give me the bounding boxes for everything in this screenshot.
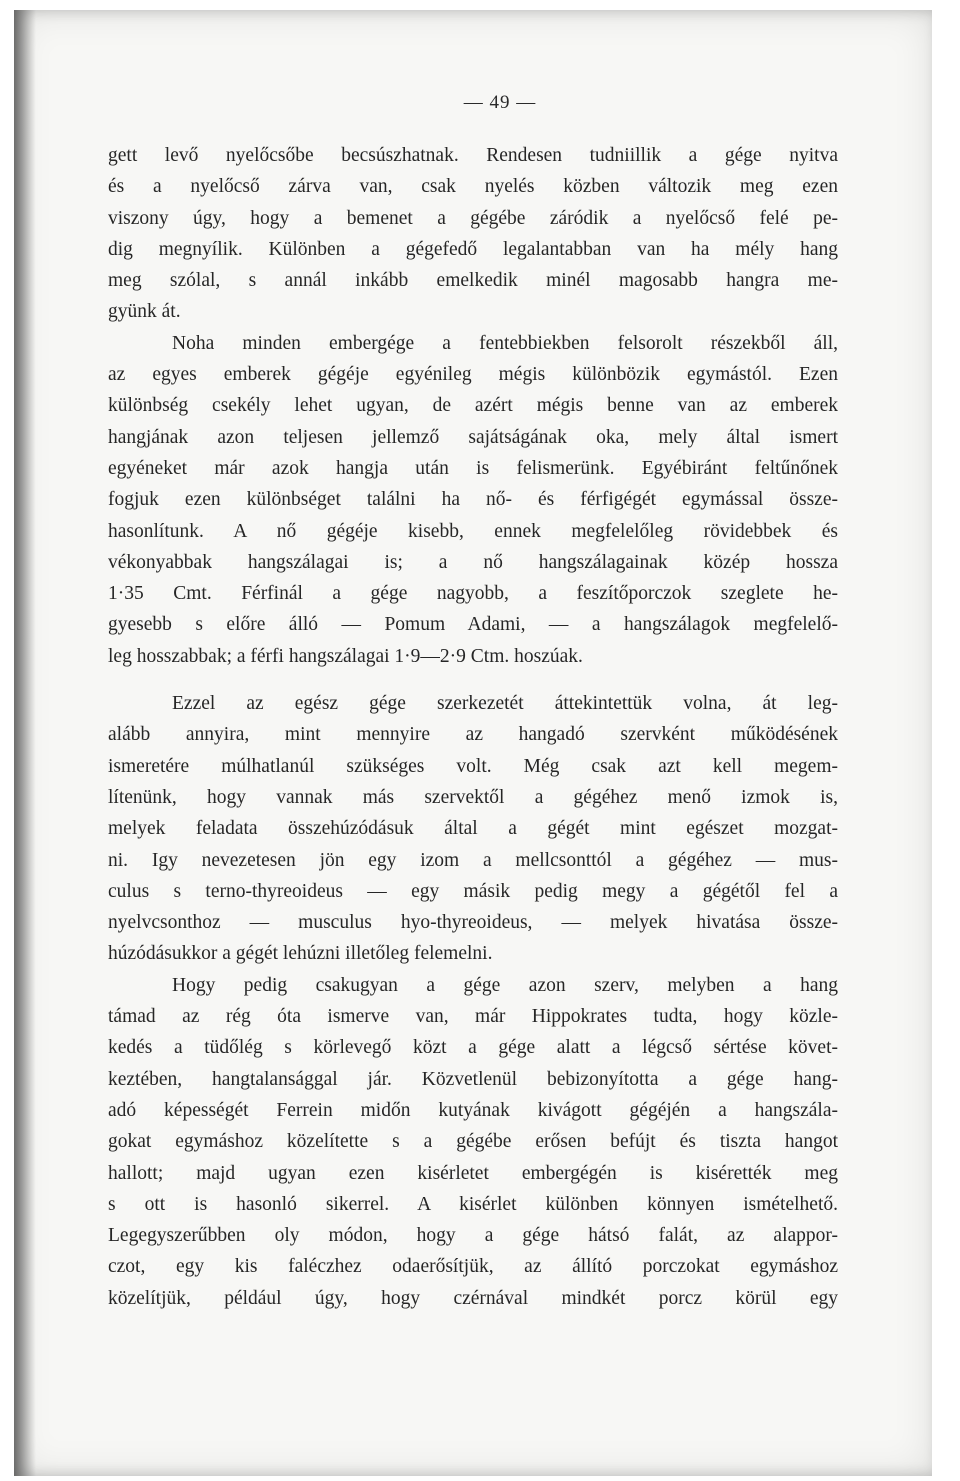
text-line: czot, egy kis faléczhez odaerősítjük, az állító porczokat egymáshoz [108, 1256, 838, 1278]
text-line: ismeretére múlhatlanúl szükséges volt. Még csak azt kell megem- [108, 755, 838, 777]
text-line: fogjuk ezen különbséget találni ha nő- és férfigégét egymással össze- [108, 489, 838, 511]
text-line: gett levő nyelőcsőbe becsúszhatnak. Rendesen tudniillik a gége nyitva [108, 145, 838, 166]
text-line: vékonyabbak hangszálagai is; a nő hangszálagainak közép hossza [108, 551, 838, 573]
text-line: lítenünk, hogy vannak más szervektől a gégéhez menő izmok is, [108, 786, 838, 808]
paragraph [108, 140, 838, 328]
text-line: Noha minden embergége a fentebbiekben felsorolt részekből áll, [172, 332, 838, 354]
text-line: húzódásukkor a gégét lehúzni illetőleg felemelni. [108, 943, 493, 965]
text-line: egyéneket már azok hangja után is felismerünk. Egyébiránt feltűnőnek [108, 457, 838, 479]
text-line: gyünk át. [108, 301, 181, 323]
text-line: Legegyszerűbben oly módon, hogy a gége hátsó falát, az alappor- [108, 1225, 838, 1247]
text-line: hasonlítunk. A nő gégéje kisebb, ennek megfelelőleg rövidebbek és [108, 520, 838, 542]
text-line: különbség csekély lehet ugyan, de azért mégis benne van az emberek [108, 395, 838, 417]
text-line: leg hosszabbak; a férfi hangszálagai 1·9—2·9 Ctm. hoszúak. [108, 645, 583, 667]
text-line: az egyes emberek gégéje egyénileg mégis különbözik egymástól. Ezen [108, 364, 838, 386]
text-line: gokat egymáshoz közelítette s a gégébe erősen befújt és tiszta hangot [108, 1131, 838, 1153]
spine-shadow [14, 10, 36, 1476]
text-line: culus s terno-thyreoideus — egy másik pedig megy a gégétől fel a [108, 880, 838, 902]
text-line: meg szólal, s annál inkább emelkedik minél magosabb hangra me- [108, 270, 838, 292]
paragraph [108, 328, 838, 672]
text-line: gyesebb s előre álló — Pomum Adami, — a hangszálagok megfelelő- [108, 614, 838, 636]
paragraph [108, 688, 838, 970]
page-number: — 49 — [463, 92, 537, 113]
text-line: dig megnyílik. Különben a gégefedő legalantabban van ha mély hang [108, 238, 838, 260]
text-line: kedés a tüdőlég s körlevegő közt a gége alatt a légcső sértése követ- [108, 1037, 838, 1059]
text-line: támad az rég óta ismerve van, már Hippokrates tudta, hogy közle- [108, 1006, 838, 1028]
text-line: viszony úgy, hogy a bemenet a gégébe záródik a nyelőcső felé pe- [108, 207, 838, 229]
text-line: Ezzel az egész gége szerkezetét áttekintettük volna, át leg- [172, 693, 838, 715]
paragraph [108, 970, 838, 1314]
paragraph-gap [108, 672, 838, 688]
text-line: Hogy pedig csakugyan a gége azon szerv, melyben a hang [172, 974, 838, 996]
text-line: ni. Igy nevezetesen jön egy izom a mellcsonttól a gégéhez — mus- [108, 849, 838, 871]
text-line: hallott; majd ugyan ezen kisérletet embergégén is kisérették meg [108, 1162, 838, 1184]
text-line: 1·35 Cmt. Férfinál a gége nagyobb, a feszítőporczok szeglete he- [108, 583, 838, 605]
text-line: adó képességét Ferrein midőn kutyának kivágott gégéjén a hangszála- [108, 1099, 838, 1121]
text-line: s ott is hasonló sikerrel. A kisérlet különben könnyen ismételhető. [108, 1193, 838, 1215]
text-line: nyelvcsonthoz — musculus hyo-thyreoideus, — melyek hivatása össze- [108, 912, 838, 934]
text-line: keztében, hangtalansággal jár. Közvetlenül bebizonyította a gége hang- [108, 1068, 838, 1090]
text-line: és a nyelőcső zárva van, csak nyelés közben változik meg ezen [108, 176, 838, 198]
text-line: melyek feladata összehúzódásuk által a gégét mint egészet mozgat- [108, 818, 838, 840]
text-line: hangjának azon teljesen jellemző sajátságának oka, mely által ismert [108, 426, 838, 448]
text-line: alább annyira, mint mennyire az hangadó szervként működésének [108, 724, 838, 746]
text-line: közelítjük, például úgy, hogy czérnával mindkét porcz körül egy [108, 1287, 838, 1309]
body-text [108, 140, 838, 1314]
